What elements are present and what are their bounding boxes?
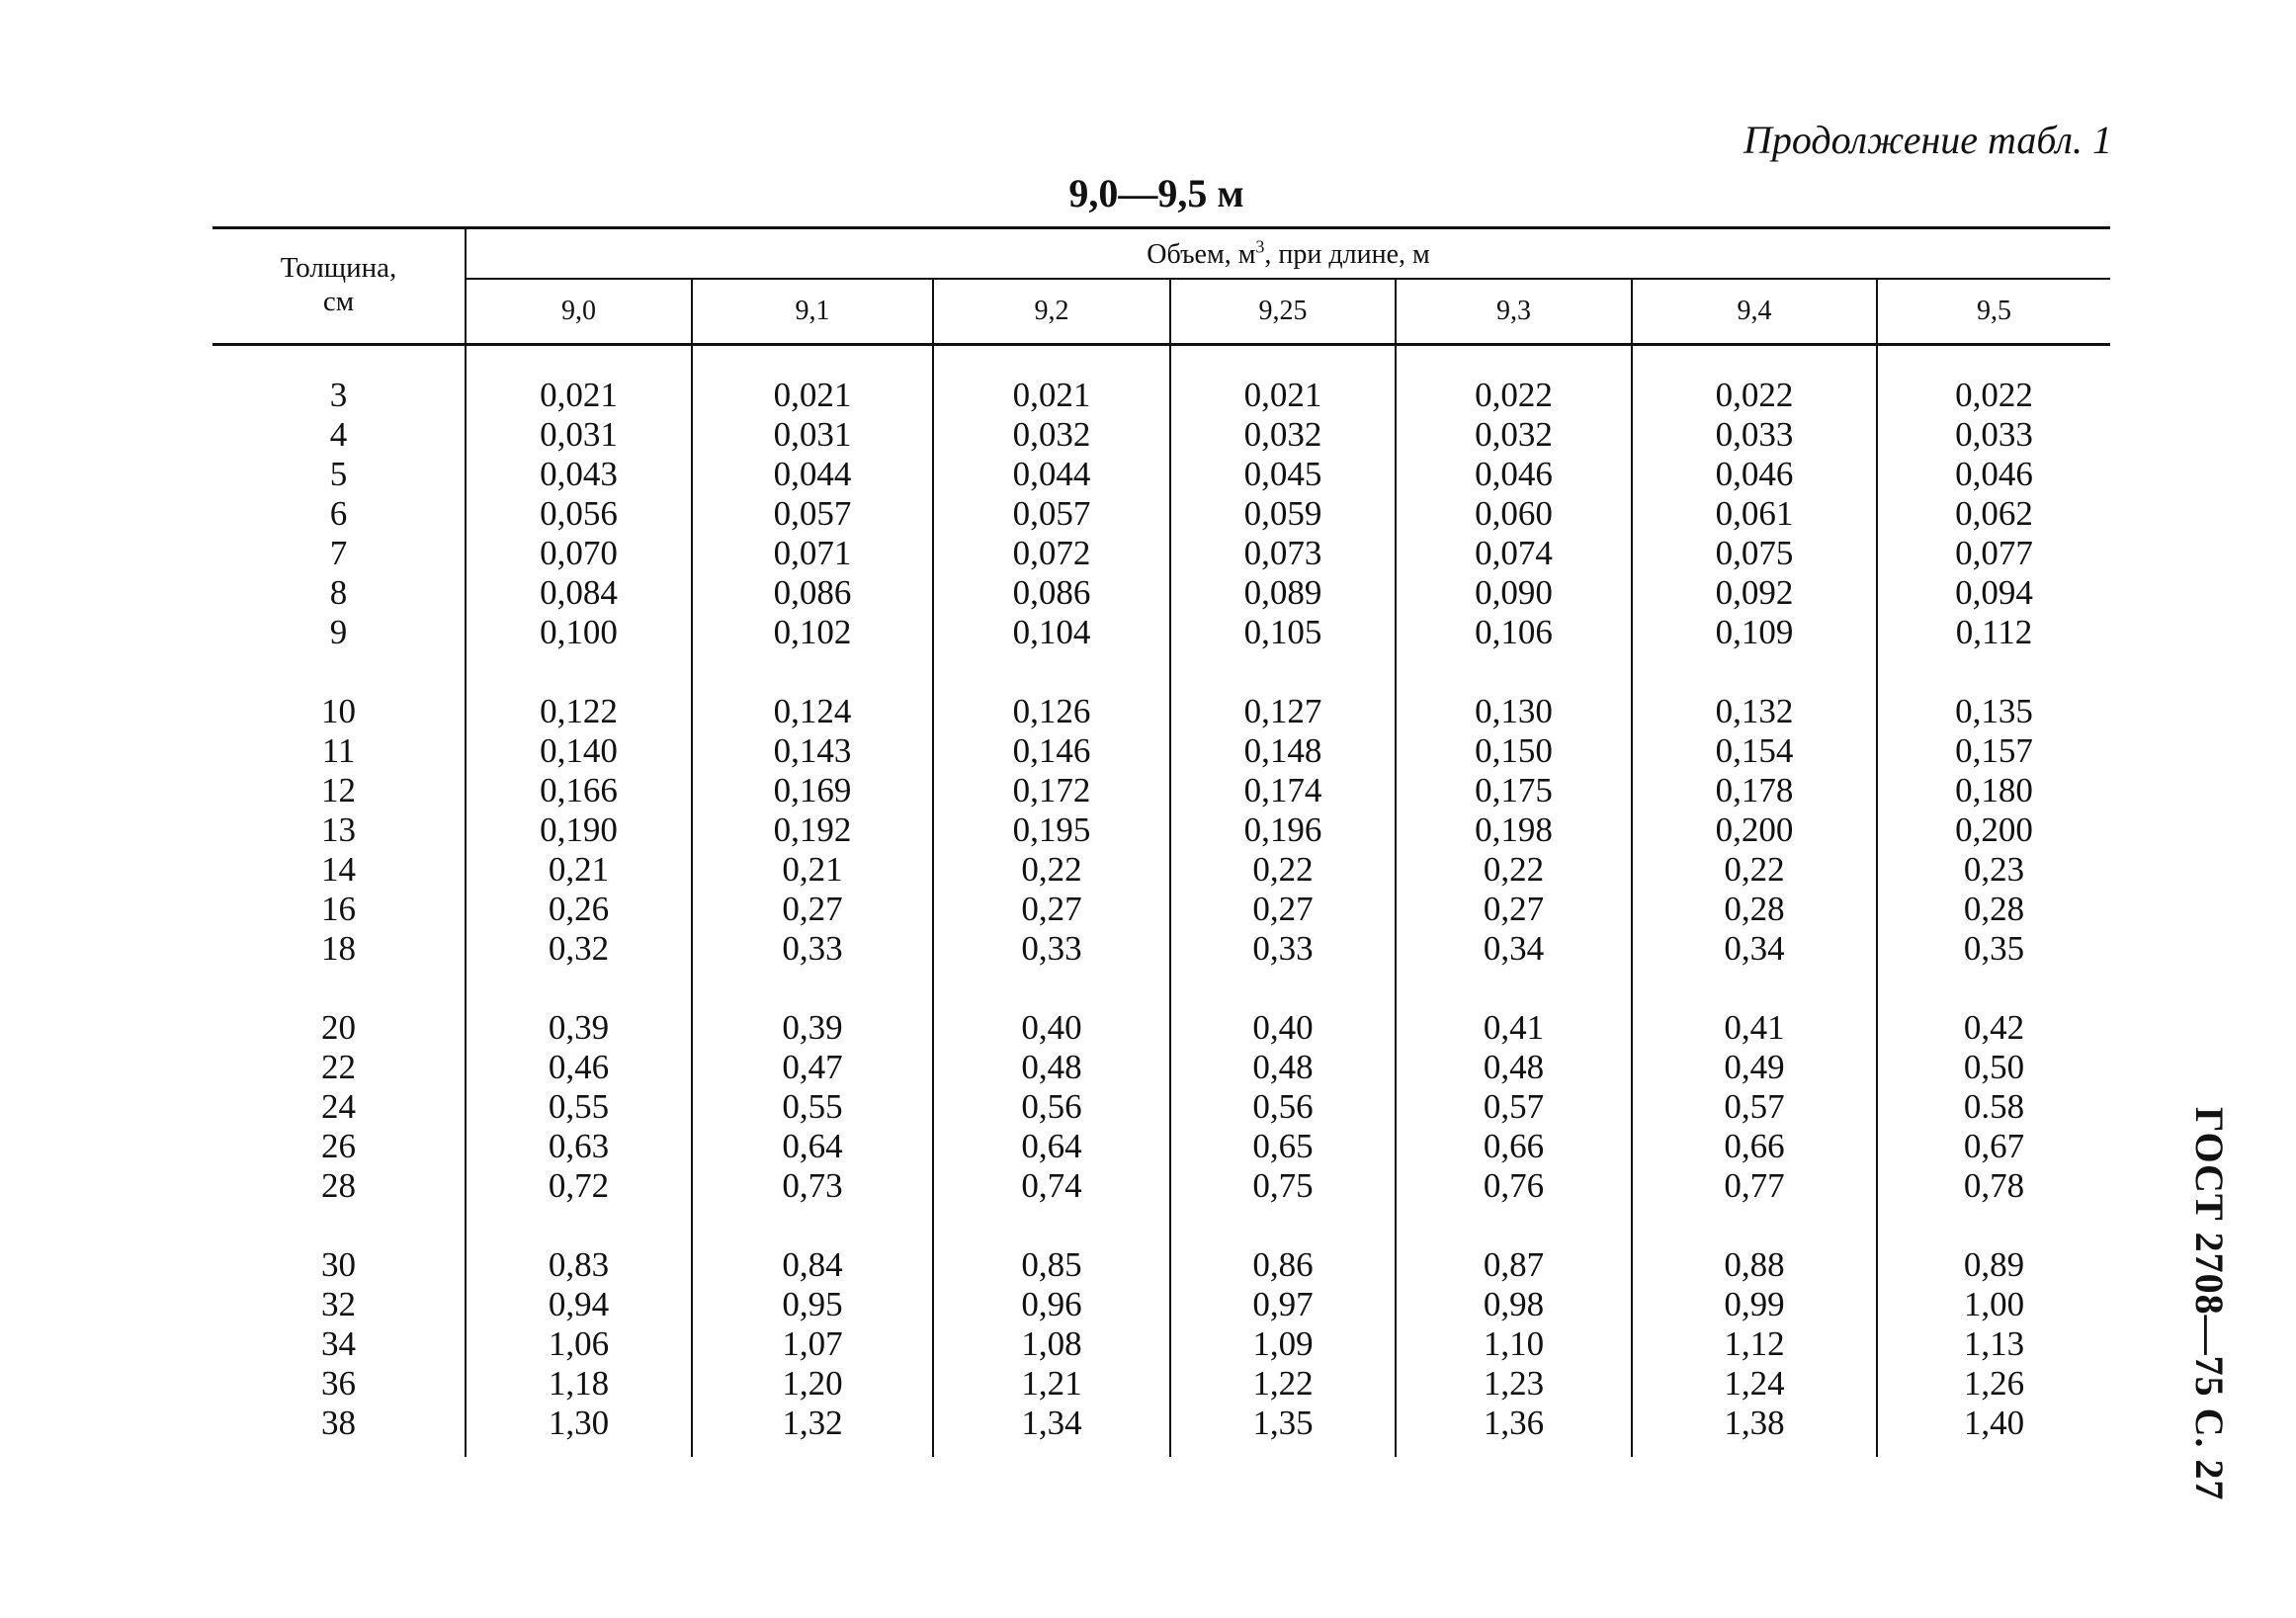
volume-cell: 1,12 — [1632, 1324, 1877, 1364]
volume-cell: 0,166 — [466, 771, 692, 810]
spacer-cell — [1396, 969, 1632, 1008]
volume-cell: 0,077 — [1955, 534, 2033, 572]
volume-cell: 0,99 — [1632, 1285, 1877, 1324]
table-row — [213, 1324, 2110, 1364]
spacer-cell — [1877, 1443, 2110, 1457]
volume-cell: 1,08 — [933, 1324, 1170, 1364]
spacer-cell — [466, 969, 692, 1008]
volume-cell: 0,40 — [933, 1008, 1170, 1048]
volume-cell: 0,196 — [1170, 810, 1396, 850]
volume-cell: 0,112 — [1955, 613, 2033, 651]
spacer-cell — [1877, 1206, 2110, 1245]
volume-cell: 0,109 — [1632, 613, 1877, 652]
spacer-cell — [1632, 1206, 1877, 1245]
volume-cell: 0,021 — [933, 376, 1170, 415]
volume-cell: 0,39 — [692, 1008, 933, 1048]
volume-cell: 0,195 — [933, 810, 1170, 850]
volume-cell: 0,021 — [466, 376, 692, 415]
volume-cell: 0,22 — [1632, 850, 1877, 890]
volume-cell: 0,65 — [1170, 1127, 1396, 1166]
volume-cell: 0,47 — [692, 1048, 933, 1087]
volume-cell: 0,190 — [466, 810, 692, 850]
length-header: 9,1 — [692, 279, 933, 345]
volume-cell: 0,086 — [933, 573, 1170, 613]
volume-cell: 0,22 — [1396, 850, 1632, 890]
volume-cell: 0,42 — [1963, 1008, 2025, 1047]
volume-cell: 0,50 — [1963, 1048, 2025, 1086]
spacer-cell — [933, 969, 1170, 1008]
thickness-cell: 38 — [213, 1404, 466, 1443]
table-row — [213, 1285, 2110, 1324]
volume-cell: 0,89 — [1963, 1245, 2025, 1284]
table-row — [213, 376, 2110, 415]
volume-cell: 0,41 — [1632, 1008, 1877, 1048]
spacer-cell — [692, 345, 933, 377]
row-spacer — [213, 1206, 2110, 1245]
thickness-cell: 34 — [213, 1324, 466, 1364]
volume-cell: 0,192 — [692, 810, 933, 850]
spacer-cell — [933, 652, 1170, 692]
volume-cell: 0,67 — [1963, 1127, 2025, 1165]
volume-cell: 0,28 — [1632, 890, 1877, 929]
volume-cell: 0,031 — [466, 415, 692, 455]
volume-cell: 0,175 — [1396, 771, 1632, 810]
spacer-cell — [1396, 1443, 1632, 1457]
spacer-cell — [1170, 969, 1396, 1008]
thickness-cell: 10 — [213, 692, 466, 731]
volume-cell: 0,132 — [1632, 692, 1877, 731]
length-header: 9,0 — [466, 279, 692, 345]
spacer-cell — [933, 1206, 1170, 1245]
table-row — [213, 1166, 2110, 1206]
spacer-cell — [1632, 1443, 1877, 1457]
volume-cell: 0,198 — [1396, 810, 1632, 850]
volume-cell: 0,55 — [466, 1087, 692, 1127]
volume-cell: 0,66 — [1632, 1127, 1877, 1166]
volume-cell: 0,33 — [933, 929, 1170, 969]
volume-cell: 0,071 — [692, 534, 933, 573]
volume-cell: 0,046 — [1396, 455, 1632, 494]
volume-cell: 0,148 — [1170, 731, 1396, 771]
spacer-cell — [1632, 969, 1877, 1008]
volume-cell: 0,059 — [1170, 494, 1396, 534]
volume-cell: 0,178 — [1632, 771, 1877, 810]
spacer-cell — [692, 1206, 933, 1245]
volume-cell: 0,95 — [692, 1285, 933, 1324]
spacer-cell — [1170, 652, 1396, 692]
thickness-cell: 6 — [213, 494, 466, 534]
volume-cell: 0,124 — [692, 692, 933, 731]
volume-cell: 0,35 — [1963, 929, 2025, 968]
volume-cell: 1,26 — [1963, 1364, 2025, 1403]
spacer-cell — [1396, 652, 1632, 692]
length-header: 9,2 — [933, 279, 1170, 345]
spacer-cell — [1170, 345, 1396, 377]
volume-cell: 0,56 — [933, 1087, 1170, 1127]
volume-cell: 0,49 — [1632, 1048, 1877, 1087]
volume-cell: 0,044 — [692, 455, 933, 494]
volume-cell: 0,033 — [1955, 415, 2033, 454]
volume-cell: 0,64 — [692, 1127, 933, 1166]
volume-cell: 0,74 — [933, 1166, 1170, 1206]
table-row — [213, 731, 2110, 771]
volume-cell: 0,046 — [1955, 455, 2033, 493]
thickness-cell: 26 — [213, 1127, 466, 1166]
row-spacer — [213, 969, 2110, 1008]
spacer-cell — [933, 1443, 1170, 1457]
volume-header-suffix: , при длине, м — [1264, 239, 1430, 270]
volume-cell: 0,200 — [1632, 810, 1877, 850]
volume-cell: 0,046 — [1632, 455, 1877, 494]
spacer-cell — [213, 1206, 466, 1245]
volume-cell: 1,36 — [1396, 1404, 1632, 1443]
length-header: 9,25 — [1170, 279, 1396, 345]
volume-cell: 0,87 — [1396, 1245, 1632, 1285]
volume-cell: 0,96 — [933, 1285, 1170, 1324]
spacer-cell — [213, 969, 466, 1008]
thickness-cell: 36 — [213, 1364, 466, 1404]
volume-cell: 0,084 — [466, 573, 692, 613]
thickness-header-line1: Толщина, — [280, 252, 397, 284]
spacer-cell — [1632, 345, 1877, 377]
table-row — [213, 890, 2110, 929]
volume-cell: 0,86 — [1170, 1245, 1396, 1285]
table-row — [213, 455, 2110, 494]
volume-cell: 0,56 — [1170, 1087, 1396, 1127]
volume-cell: 1,07 — [692, 1324, 933, 1364]
volume-cell: 0,060 — [1396, 494, 1632, 534]
volume-cell: 0,48 — [1170, 1048, 1396, 1087]
volume-cell: 0,045 — [1170, 455, 1396, 494]
volume-cell: 0,76 — [1396, 1166, 1632, 1206]
thickness-cell: 30 — [213, 1245, 466, 1285]
thickness-cell: 5 — [213, 455, 466, 494]
thickness-cell: 18 — [213, 929, 466, 969]
thickness-cell: 12 — [213, 771, 466, 810]
volume-group-header — [466, 228, 2110, 280]
volume-cell: 0,043 — [466, 455, 692, 494]
volume-cell: 0,057 — [692, 494, 933, 534]
volume-cell: 0,122 — [466, 692, 692, 731]
volume-cell: 1,32 — [692, 1404, 933, 1443]
table-title: 9,0—9,5 м — [1068, 171, 1244, 215]
volume-cell: 0,64 — [933, 1127, 1170, 1166]
spacer-cell — [466, 1206, 692, 1245]
volume-cell: 0,77 — [1632, 1166, 1877, 1206]
thickness-cell: 32 — [213, 1285, 466, 1324]
length-header-row — [213, 279, 2110, 345]
volume-cell: 0,48 — [1396, 1048, 1632, 1087]
volume-cell: 0,88 — [1632, 1245, 1877, 1285]
volume-cell: 1,34 — [933, 1404, 1170, 1443]
volume-cell: 0,070 — [466, 534, 692, 573]
length-header: 9,5 — [1877, 279, 2110, 345]
volume-cell: 0,22 — [1170, 850, 1396, 890]
volume-cell: 0,105 — [1170, 613, 1396, 652]
spacer-cell — [1632, 652, 1877, 692]
document-side-label: ГОСТ 2708—75 С. 27 — [2187, 1107, 2232, 1501]
volume-cell: 0,092 — [1632, 573, 1877, 613]
volume-cell: 0,089 — [1170, 573, 1396, 613]
volume-cell: 0,33 — [692, 929, 933, 969]
volume-cell: 1,13 — [1963, 1324, 2025, 1363]
volume-cell: 0,27 — [1396, 890, 1632, 929]
volume-cell: 0,34 — [1632, 929, 1877, 969]
thickness-cell: 8 — [213, 573, 466, 613]
thickness-cell: 4 — [213, 415, 466, 455]
thickness-cell: 9 — [213, 613, 466, 652]
table-row — [213, 692, 2110, 731]
volume-cell: 1,10 — [1396, 1324, 1632, 1364]
spacer-cell — [1877, 652, 2110, 692]
table-row — [213, 573, 2110, 613]
volume-cell: 0,102 — [692, 613, 933, 652]
spacer-cell — [1396, 1206, 1632, 1245]
volume-cell: 0,135 — [1955, 692, 2033, 730]
volume-cell: 0,044 — [933, 455, 1170, 494]
volume-cell: 0,061 — [1632, 494, 1877, 534]
volume-cell: 0,169 — [692, 771, 933, 810]
volume-cell: 0,075 — [1632, 534, 1877, 573]
volume-cell: 0,062 — [1955, 494, 2033, 533]
volume-cell: 0,021 — [692, 376, 933, 415]
volume-cell: 0,22 — [933, 850, 1170, 890]
volume-cell: 0,140 — [466, 731, 692, 771]
volume-cell: 0,172 — [933, 771, 1170, 810]
volume-cell: 0,130 — [1396, 692, 1632, 731]
volume-cell: 0,090 — [1396, 573, 1632, 613]
table-body — [213, 345, 2110, 1458]
volume-cell: 1,30 — [466, 1404, 692, 1443]
volume-header-text: Объем, м — [1147, 239, 1256, 270]
volume-cell: 0,100 — [466, 613, 692, 652]
spacer-cell — [692, 652, 933, 692]
table-row — [213, 1008, 2110, 1048]
volume-cell: 0,32 — [466, 929, 692, 969]
volume-cell: 1,24 — [1632, 1364, 1877, 1404]
volume-cell: 0,032 — [1396, 415, 1632, 455]
table-row — [213, 1127, 2110, 1166]
thickness-cell: 3 — [213, 376, 466, 415]
volume-cell: 1,38 — [1632, 1404, 1877, 1443]
thickness-cell: 13 — [213, 810, 466, 850]
spacer-cell — [1396, 345, 1632, 377]
volume-cell: 0,150 — [1396, 731, 1632, 771]
volume-cell: 0,26 — [466, 890, 692, 929]
table-row — [213, 415, 2110, 455]
volume-cell: 0,127 — [1170, 692, 1396, 731]
table-row — [213, 1048, 2110, 1087]
row-spacer — [213, 1443, 2110, 1457]
spacer-cell — [692, 969, 933, 1008]
volume-cell: 0,34 — [1396, 929, 1632, 969]
spacer-cell — [213, 652, 466, 692]
table-row — [213, 929, 2110, 969]
volume-cell: 0,63 — [466, 1127, 692, 1166]
volume-cell: 1,22 — [1170, 1364, 1396, 1404]
spacer-cell — [1170, 1443, 1396, 1457]
volume-cell: 0,200 — [1955, 810, 2033, 849]
thickness-cell: 24 — [213, 1087, 466, 1127]
thickness-cell: 28 — [213, 1166, 466, 1206]
spacer-cell — [933, 345, 1170, 377]
volume-cell: 0,073 — [1170, 534, 1396, 573]
volume-cell: 0,66 — [1396, 1127, 1632, 1166]
spacer-cell — [213, 1443, 466, 1457]
spacer-cell — [1170, 1206, 1396, 1245]
volume-cell: 0,126 — [933, 692, 1170, 731]
volume-cell: 0,21 — [692, 850, 933, 890]
volume-cell: 0,78 — [1963, 1166, 2025, 1205]
volume-cell: 0,55 — [692, 1087, 933, 1127]
volume-cell: 0,033 — [1632, 415, 1877, 455]
volume-cell: 0,97 — [1170, 1285, 1396, 1324]
volume-cell: 0,28 — [1963, 890, 2025, 928]
volume-cell: 1,06 — [466, 1324, 692, 1364]
thickness-cell: 14 — [213, 850, 466, 890]
length-header: 9,3 — [1396, 279, 1632, 345]
volume-cell: 0,022 — [1955, 376, 2033, 414]
volume-cell: 0.58 — [1963, 1087, 2025, 1126]
volume-cell: 1,00 — [1963, 1285, 2025, 1323]
volume-cell: 0,180 — [1955, 771, 2033, 809]
volume-cell: 0,75 — [1170, 1166, 1396, 1206]
table-row — [213, 1364, 2110, 1404]
volume-cell: 0,174 — [1170, 771, 1396, 810]
spacer-cell — [692, 1443, 933, 1457]
spacer-cell — [213, 345, 466, 377]
volume-cell: 0,072 — [933, 534, 1170, 573]
table-row — [213, 534, 2110, 573]
volume-cell: 0,39 — [466, 1008, 692, 1048]
volume-cell: 0,46 — [466, 1048, 692, 1087]
volume-cell: 0,83 — [466, 1245, 692, 1285]
volume-cell: 0,27 — [1170, 890, 1396, 929]
volume-cell: 1,18 — [466, 1364, 692, 1404]
volume-cell: 0,27 — [933, 890, 1170, 929]
volume-cell: 0,85 — [933, 1245, 1170, 1285]
volume-cell: 0,23 — [1963, 850, 2025, 889]
volume-cell: 0,84 — [692, 1245, 933, 1285]
spacer-cell — [466, 652, 692, 692]
volume-cell: 0,41 — [1396, 1008, 1632, 1048]
table-row — [213, 1245, 2110, 1285]
volume-cell: 1,40 — [1963, 1404, 2025, 1442]
volume-cell: 0,057 — [933, 494, 1170, 534]
volume-table — [213, 226, 2110, 1457]
volume-cell: 0,074 — [1396, 534, 1632, 573]
volume-cell: 0,73 — [692, 1166, 933, 1206]
volume-cell: 0,57 — [1632, 1087, 1877, 1127]
table-row — [213, 810, 2110, 850]
volume-cell: 0,022 — [1396, 376, 1632, 415]
spacer-cell — [1877, 969, 2110, 1008]
thickness-header-unit: см — [322, 286, 355, 317]
table-row — [213, 1087, 2110, 1127]
length-header: 9,4 — [1632, 279, 1877, 345]
volume-cell: 0,094 — [1955, 573, 2033, 612]
volume-cell: 1,20 — [692, 1364, 933, 1404]
volume-cell: 0,72 — [466, 1166, 692, 1206]
volume-cell: 0,94 — [466, 1285, 692, 1324]
thickness-cell: 7 — [213, 534, 466, 573]
table-row — [213, 613, 2110, 652]
volume-cell: 0,056 — [466, 494, 692, 534]
row-spacer — [213, 652, 2110, 692]
thickness-cell: 22 — [213, 1048, 466, 1087]
volume-cell: 0,086 — [692, 573, 933, 613]
table-continuation-label: Продолжение табл. 1 — [1743, 118, 2112, 162]
row-spacer — [213, 345, 2110, 377]
volume-cell: 0,21 — [466, 850, 692, 890]
volume-cell: 0,104 — [933, 613, 1170, 652]
volume-cell: 0,106 — [1396, 613, 1632, 652]
thickness-cell: 11 — [213, 731, 466, 771]
table-row — [213, 771, 2110, 810]
volume-cell: 1,09 — [1170, 1324, 1396, 1364]
volume-cell: 0,48 — [933, 1048, 1170, 1087]
volume-cell: 0,032 — [933, 415, 1170, 455]
spacer-cell — [466, 345, 692, 377]
volume-cell: 0,57 — [1396, 1087, 1632, 1127]
volume-cell: 0,031 — [692, 415, 933, 455]
volume-cell: 0,021 — [1170, 376, 1396, 415]
thickness-column-header — [213, 228, 466, 345]
volume-cell: 1,35 — [1170, 1404, 1396, 1443]
volume-header-superscript: 3 — [1255, 236, 1265, 257]
table-row — [213, 494, 2110, 534]
thickness-cell: 20 — [213, 1008, 466, 1048]
thickness-cell: 16 — [213, 890, 466, 929]
volume-cell: 1,23 — [1396, 1364, 1632, 1404]
volume-cell: 0,98 — [1396, 1285, 1632, 1324]
volume-cell: 0,032 — [1170, 415, 1396, 455]
volume-cell: 0,022 — [1632, 376, 1877, 415]
volume-cell: 0,146 — [933, 731, 1170, 771]
volume-cell: 0,40 — [1170, 1008, 1396, 1048]
volume-cell: 0,27 — [692, 890, 933, 929]
volume-cell: 0,33 — [1170, 929, 1396, 969]
volume-cell: 0,143 — [692, 731, 933, 771]
table-row — [213, 850, 2110, 890]
spacer-cell — [466, 1443, 692, 1457]
table-row — [213, 1404, 2110, 1443]
volume-cell: 0,157 — [1955, 731, 2033, 770]
spacer-cell — [1877, 345, 2110, 377]
volume-cell: 1,21 — [933, 1364, 1170, 1404]
volume-cell: 0,154 — [1632, 731, 1877, 771]
